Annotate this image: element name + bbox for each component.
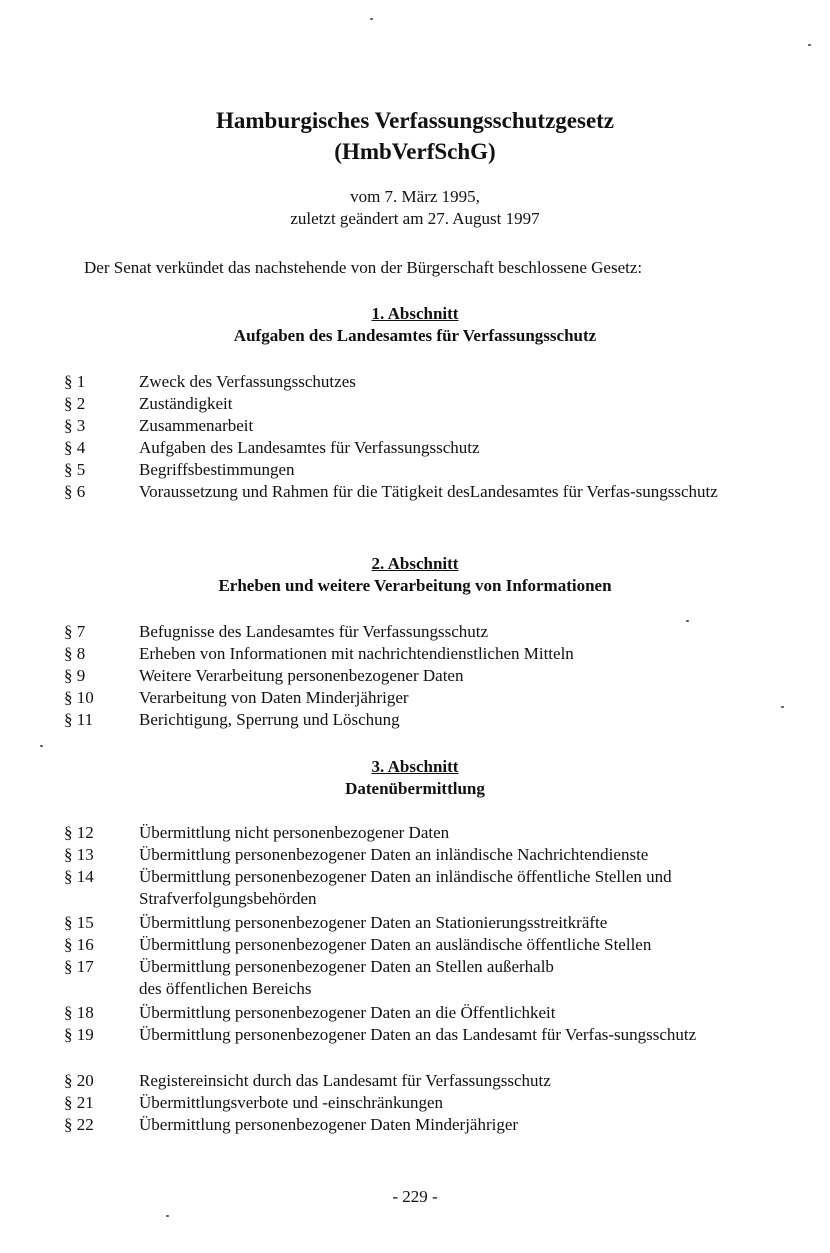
- scan-speck: [686, 620, 689, 622]
- scan-speck: [40, 745, 43, 747]
- paragraph-title: Befugnisse des Landesamtes für Verfassungsschutz: [139, 622, 489, 641]
- paragraph-number: § 5: [64, 460, 86, 479]
- scan-speck: [166, 1215, 169, 1217]
- scan-speck: [370, 18, 373, 20]
- paragraph-number: § 18: [64, 1003, 94, 1022]
- paragraph-number: § 12: [64, 823, 94, 842]
- paragraph-title: Übermittlung personenbezogener Daten an ausländische öffentliche Stellen: [139, 935, 652, 954]
- paragraph-title: Übermittlung personenbezogener Daten an die Öffentlichkeit: [139, 1003, 556, 1022]
- paragraph-title: Zusammenarbeit: [139, 416, 254, 435]
- document-title: Hamburgisches Verfassungsschutzgesetz: [215, 108, 615, 133]
- paragraph-number: § 17: [64, 957, 94, 976]
- paragraph-title: Berichtigung, Sperrung und Löschung: [139, 710, 400, 729]
- paragraph-title: Übermittlung personenbezogener Daten Minderjähriger: [139, 1115, 519, 1134]
- paragraph-title: Übermittlungsverbote und -einschränkungen: [139, 1093, 444, 1112]
- amendment-date: zuletzt geändert am 27. August 1997: [290, 209, 540, 228]
- paragraph-title: Aufgaben des Landesamtes für Verfassungsschutz: [139, 438, 480, 457]
- paragraph-title: Übermittlung personenbezogener Daten an das Landesamt für Verfas-sungsschutz: [139, 1025, 697, 1044]
- section-title: Erheben und weitere Verarbeitung von Informationen: [218, 576, 612, 595]
- preamble: Der Senat verkündet das nachstehende von der Bürgerschaft beschlossene Gesetz:: [84, 258, 643, 277]
- paragraph-number: § 7: [64, 622, 86, 641]
- paragraph-title: Übermittlung nicht personenbezogener Daten: [139, 823, 450, 842]
- paragraph-title: Übermittlung personenbezogener Daten an inländische öffentliche Stellen und Strafverfolgungsbehörden: [139, 867, 672, 908]
- paragraph-number: § 16: [64, 935, 94, 954]
- page-number: - 229 -: [392, 1187, 438, 1206]
- paragraph-number: § 10: [64, 688, 94, 707]
- section-number: 3. Abschnitt: [371, 757, 459, 776]
- section-title: Datenübermittlung: [345, 779, 485, 798]
- paragraph-number: § 8: [64, 644, 86, 663]
- paragraph-number: § 22: [64, 1115, 94, 1134]
- scan-speck: [808, 44, 811, 46]
- paragraph-title: Übermittlung personenbezogener Daten an Stellen außerhalb des öffentlichen Bereichs: [139, 957, 554, 998]
- paragraph-title: Weitere Verarbeitung personenbezogener Daten: [139, 666, 464, 685]
- paragraph-title: Übermittlung personenbezogener Daten an Stationierungsstreitkräfte: [139, 913, 608, 932]
- paragraph-number: § 19: [64, 1025, 94, 1044]
- section-title: Aufgaben des Landesamtes für Verfassungsschutz: [233, 326, 597, 345]
- paragraph-title: Registereinsicht durch das Landesamt für Verfassungsschutz: [139, 1071, 551, 1090]
- enactment-date: vom 7. März 1995,: [350, 187, 480, 206]
- paragraph-number: § 20: [64, 1071, 94, 1090]
- paragraph-number: § 13: [64, 845, 94, 864]
- paragraph-number: § 3: [64, 416, 86, 435]
- paragraph-number: § 15: [64, 913, 94, 932]
- paragraph-title: Erheben von Informationen mit nachrichtendienstlichen Mitteln: [139, 644, 574, 663]
- paragraph-title: Übermittlung personenbezogener Daten an inländische Nachrichtendienste: [139, 845, 649, 864]
- section-number: 1. Abschnitt: [371, 304, 459, 323]
- paragraph-number: § 2: [64, 394, 86, 413]
- paragraph-title: Begriffsbestimmungen: [139, 460, 295, 479]
- paragraph-title: Zweck des Verfassungsschutzes: [139, 372, 356, 391]
- scan-speck: [781, 706, 784, 708]
- paragraph-number: § 14: [64, 867, 94, 886]
- paragraph-number: § 9: [64, 666, 86, 685]
- paragraph-number: § 11: [64, 710, 94, 729]
- paragraph-number: § 6: [64, 482, 86, 501]
- paragraph-number: § 1: [64, 372, 86, 391]
- document-abbreviation: (HmbVerfSchG): [334, 139, 496, 164]
- section-number: 2. Abschnitt: [371, 554, 459, 573]
- paragraph-title: Verarbeitung von Daten Minderjähriger: [139, 688, 409, 707]
- paragraph-title: Voraussetzung und Rahmen für die Tätigkeit desLandesamtes für Verfas-sungsschutz: [139, 482, 718, 501]
- paragraph-number: § 21: [64, 1093, 94, 1112]
- paragraph-number: § 4: [64, 438, 86, 457]
- paragraph-title: Zuständigkeit: [139, 394, 233, 413]
